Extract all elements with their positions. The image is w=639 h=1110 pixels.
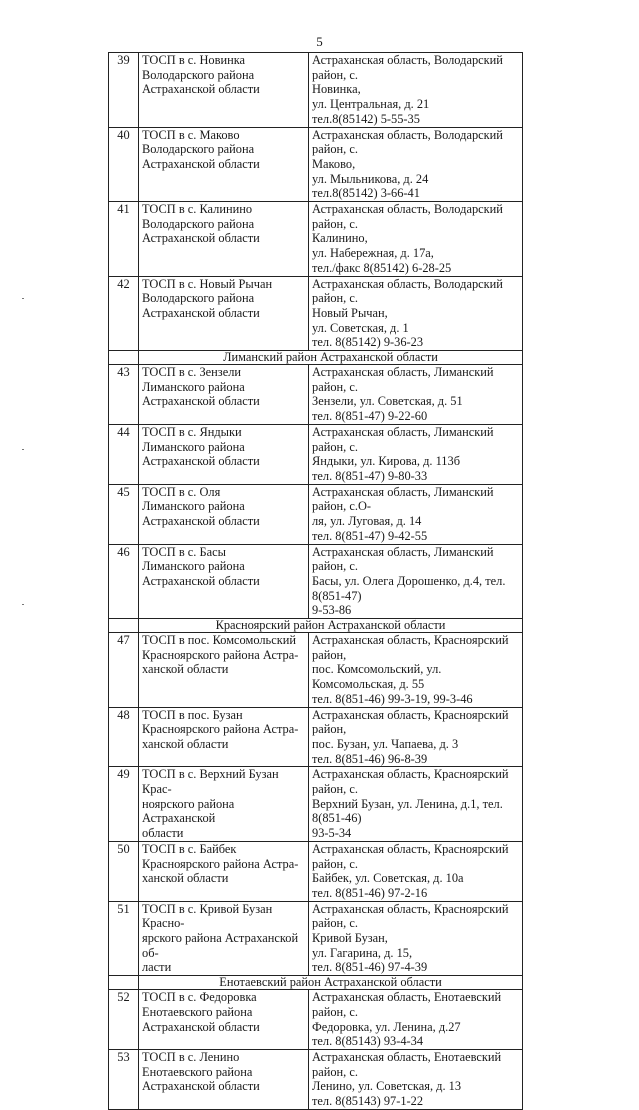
- office-address: Астраханская область, Лиманский район, с. Яндыки, ул. Кирова, д. 113б тел. 8(851-47) 9-80-33: [309, 424, 523, 484]
- table-row: [109, 633, 523, 708]
- district-header-row: [109, 619, 523, 633]
- district-spacer-cell: [109, 976, 139, 990]
- office-address: Астраханская область, Красноярский район, пос. Комсомольский, ул. Комсомольская, д. 55 тел. 8(851-46) 99-3-19, 99-3-46: [309, 633, 523, 708]
- office-address: Астраханская область, Лиманский район, с. Зензели, ул. Советская, д. 51 тел. 8(851-47) 9-22-60: [309, 365, 523, 425]
- office-name: ТОСП в пос. Комсомольский Красноярского района Астра- ханской области: [139, 633, 309, 708]
- office-name: ТОСП в с. Басы Лиманского района Астраханской области: [139, 544, 309, 619]
- district-header-row: [109, 351, 523, 365]
- table-row: [109, 202, 523, 277]
- table-row: [109, 707, 523, 767]
- row-number: 51: [109, 901, 139, 976]
- office-name: ТОСП в с. Яндыки Лиманского района Астраханской области: [139, 424, 309, 484]
- table-row: [109, 1050, 523, 1110]
- office-address: Астраханская область, Енотаевский район, с. Ленино, ул. Советская, д. 13 тел. 8(85143) 97-1-22: [309, 1050, 523, 1110]
- page-number: 5: [316, 34, 323, 49]
- district-spacer-cell: [109, 351, 139, 365]
- table-row: [109, 841, 523, 901]
- table-row: [109, 365, 523, 425]
- district-spacer-cell: [109, 619, 139, 633]
- office-name: ТОСП в с. Новинка Володарского района Астраханской области: [139, 53, 309, 128]
- row-number: 50: [109, 841, 139, 901]
- office-name: ТОСП в с. Ленино Енотаевского района Астраханской области: [139, 1050, 309, 1110]
- row-number: 40: [109, 127, 139, 202]
- row-number: 52: [109, 990, 139, 1050]
- office-name: ТОСП в с. Зензели Лиманского района Астраханской области: [139, 365, 309, 425]
- row-number: 49: [109, 767, 139, 842]
- office-name: ТОСП в с. Оля Лиманского района Астраханской области: [139, 484, 309, 544]
- office-name: ТОСП в с. Федоровка Енотаевского района Астраханской области: [139, 990, 309, 1050]
- row-number: 47: [109, 633, 139, 708]
- office-address: Астраханская область, Красноярский район, с. Кривой Бузан, ул. Гагарина, д. 15, тел. 8(851-46) 97-4-39: [309, 901, 523, 976]
- district-name: Красноярский район Астраханской области: [139, 619, 523, 633]
- row-number: 53: [109, 1050, 139, 1110]
- office-address: Астраханская область, Енотаевский район, с. Федоровка, ул. Ленина, д.27 тел. 8(85143) 93-4-34: [309, 990, 523, 1050]
- office-address: Астраханская область, Володарский район, с. Маково, ул. Мыльникова, д. 24 тел.8(85142) 3-66-41: [309, 127, 523, 202]
- branch-table-body: [109, 53, 523, 1110]
- office-address: Астраханская область, Красноярский район, с. Байбек, ул. Советская, д. 10а тел. 8(851-46) 97-2-16: [309, 841, 523, 901]
- table-row: [109, 990, 523, 1050]
- row-number: 42: [109, 276, 139, 351]
- table-row: [109, 53, 523, 128]
- row-number: 41: [109, 202, 139, 277]
- office-address: Астраханская область, Красноярский район, с. Верхний Бузан, ул. Ленина, д.1, тел. 8(851-46) 93-5-34: [309, 767, 523, 842]
- table-row: [109, 484, 523, 544]
- scan-speck: [22, 604, 24, 605]
- office-name: ТОСП в с. Кривой Бузан Красно- ярского района Астраханской об- ласти: [139, 901, 309, 976]
- branch-table: [108, 52, 523, 1110]
- office-name: ТОСП в с. Верхний Бузан Крас- ноярского района Астраханской области: [139, 767, 309, 842]
- table-row: [109, 544, 523, 619]
- scan-speck: [22, 449, 24, 450]
- row-number: 44: [109, 424, 139, 484]
- scan-speck: [22, 298, 24, 299]
- office-address: Астраханская область, Володарский район, с. Калинино, ул. Набережная, д. 17а, тел./факс 8(85142) 6-28-25: [309, 202, 523, 277]
- table-row: [109, 276, 523, 351]
- district-name: Лиманский район Астраханской области: [139, 351, 523, 365]
- table-row: [109, 901, 523, 976]
- office-address: Астраханская область, Лиманский район, с. Басы, ул. Олега Дорошенко, д.4, тел. 8(851-47) 9-53-86: [309, 544, 523, 619]
- office-name: ТОСП в с. Байбек Красноярского района Астра- ханской области: [139, 841, 309, 901]
- table-row: [109, 767, 523, 842]
- office-name: ТОСП в с. Маково Володарского района Астраханской области: [139, 127, 309, 202]
- row-number: 43: [109, 365, 139, 425]
- office-address: Астраханская область, Красноярский район, пос. Бузан, ул. Чапаева, д. 3 тел. 8(851-46) 96-8-39: [309, 707, 523, 767]
- office-name: ТОСП в пос. Бузан Красноярского района Астра- ханской области: [139, 707, 309, 767]
- row-number: 39: [109, 53, 139, 128]
- office-name: ТОСП в с. Новый Рычан Володарского района Астраханской области: [139, 276, 309, 351]
- table-row: [109, 127, 523, 202]
- office-address: Астраханская область, Володарский район, с. Новинка, ул. Центральная, д. 21 тел.8(85142) 5-55-35: [309, 53, 523, 128]
- office-address: Астраханская область, Лиманский район, с.О- ля, ул. Луговая, д. 14 тел. 8(851-47) 9-42-55: [309, 484, 523, 544]
- table-row: [109, 424, 523, 484]
- row-number: 45: [109, 484, 139, 544]
- district-name: Енотаевский район Астраханской области: [139, 976, 523, 990]
- row-number: 48: [109, 707, 139, 767]
- row-number: 46: [109, 544, 139, 619]
- office-name: ТОСП в с. Калинино Володарского района Астраханской области: [139, 202, 309, 277]
- office-address: Астраханская область, Володарский район, с. Новый Рычан, ул. Советская, д. 1 тел. 8(85142) 9-36-23: [309, 276, 523, 351]
- district-header-row: [109, 976, 523, 990]
